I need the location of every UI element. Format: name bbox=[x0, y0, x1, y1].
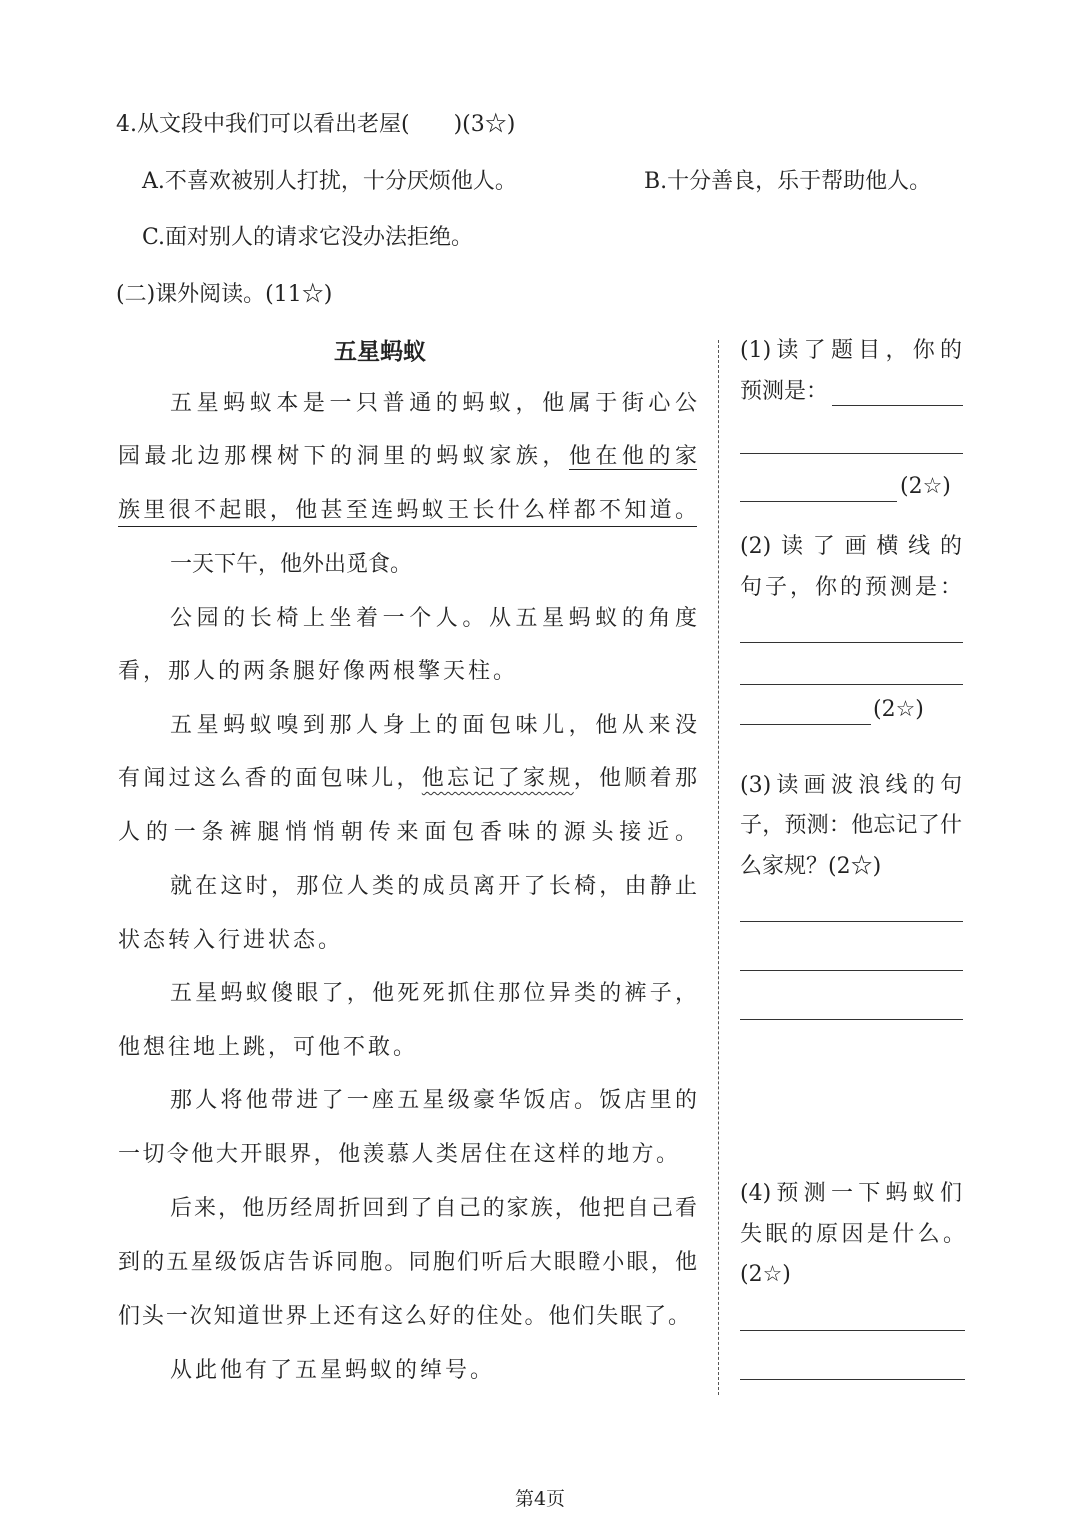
story-line: 一切令他大开眼界，他羡慕人类居住在这样的地方。 bbox=[118, 1142, 678, 1167]
story-line: 后来，他历经周折回到了自己的家族，他把自己看 bbox=[170, 1196, 697, 1221]
story-title: 五星蚂蚁 bbox=[334, 339, 426, 365]
story-line: 到的五星级饭店告诉同胞。同胞们听后大眼瞪小眼，他 bbox=[118, 1250, 697, 1275]
answer-blank[interactable] bbox=[740, 642, 963, 643]
option-c: C.面对别人的请求它没办法拒绝。 bbox=[142, 225, 474, 250]
page-number: 第4页 bbox=[514, 1488, 566, 1510]
story-line: 五星蚂蚁嗅到那人身上的面包味儿，他从来没 bbox=[170, 713, 697, 738]
score-label: (2☆) bbox=[900, 474, 951, 499]
story-line: 们头一次知道世界上还有这么好的住处。他们失眠了。 bbox=[118, 1304, 690, 1329]
story-line bbox=[118, 442, 697, 472]
side-question-3: 么家规？(2☆) bbox=[740, 854, 882, 879]
section-heading: (二)课外阅读。(11☆) bbox=[116, 282, 333, 307]
option-b: B.十分善良，乐于帮助他人。 bbox=[644, 169, 932, 194]
story-line: 公园的长椅上坐着一个人。从五星蚂蚁的角度 bbox=[170, 606, 697, 631]
underlined-sentence: 族里很不起眼，他甚至连蚂蚁王长什么样都不知道。 bbox=[118, 496, 697, 527]
story-line bbox=[118, 764, 697, 794]
side-question-3: (3)读画波浪线的句 bbox=[740, 773, 962, 798]
answer-blank[interactable] bbox=[740, 684, 963, 685]
story-line: 状态转入行进状态。 bbox=[118, 928, 344, 953]
story-line: 从此他有了五星蚂蚁的绰号。 bbox=[170, 1358, 496, 1383]
story-line: 看，那人的两条腿好像两根擎天柱。 bbox=[118, 659, 519, 684]
score-label: (2☆) bbox=[873, 697, 924, 722]
answer-blank[interactable] bbox=[740, 724, 871, 725]
story-line: 五星蚂蚁本是一只普通的蚂蚁，他属于街心公 bbox=[170, 391, 697, 416]
side-question-2: (2)读了画横线的 bbox=[740, 534, 962, 559]
dashed-divider bbox=[718, 340, 719, 1395]
story-line: 五星蚂蚁傻眼了，他死死抓住那位异类的裤子， bbox=[170, 981, 697, 1006]
answer-blank[interactable] bbox=[740, 1019, 963, 1020]
story-text: ，他顺着那 bbox=[573, 766, 697, 791]
answer-blank[interactable] bbox=[832, 405, 963, 406]
option-a: A.不喜欢被别人打扰，十分厌烦他人。 bbox=[142, 169, 517, 194]
answer-blank[interactable] bbox=[740, 921, 963, 922]
story-line: 一天下午，他外出觅食。 bbox=[170, 552, 413, 577]
story-line: 就在这时，那位人类的成员离开了长椅，由静止 bbox=[170, 874, 697, 899]
story-line: 他想往地上跳，可他不敢。 bbox=[118, 1035, 419, 1060]
side-question-1: 预测是： bbox=[740, 379, 829, 404]
underlined-sentence: 他在他的家 bbox=[568, 444, 697, 469]
answer-blank[interactable] bbox=[740, 1330, 965, 1331]
wavy-underlined-sentence: 他忘记了家规 bbox=[421, 766, 574, 791]
question-4-stem: 4.从文段中我们可以看出老屋( )(3☆) bbox=[116, 112, 516, 137]
side-question-4: 失眠的原因是什么。 bbox=[740, 1222, 965, 1247]
story-text: 园最北边那棵树下的洞里的蚂蚁家族， bbox=[118, 444, 569, 469]
side-question-1: (1)读了题目，你的 bbox=[740, 338, 962, 363]
answer-blank[interactable] bbox=[740, 970, 963, 971]
story-text: 有闻过这么香的面包味儿， bbox=[118, 766, 422, 791]
side-question-2: 句子，你的预测是： bbox=[740, 575, 962, 600]
answer-blank[interactable] bbox=[740, 501, 897, 502]
story-line: 人的一条裤腿悄悄朝传来面包香味的源头接近。 bbox=[118, 820, 697, 845]
side-question-3: 子，预测：他忘记了什 bbox=[740, 813, 962, 838]
answer-blank[interactable] bbox=[740, 1379, 965, 1380]
score-label: (2☆) bbox=[740, 1262, 791, 1287]
answer-blank[interactable] bbox=[740, 453, 963, 454]
story-line: 那人将他带进了一座五星级豪华饭店。饭店里的 bbox=[170, 1088, 697, 1113]
side-question-4: (4)预测一下蚂蚁们 bbox=[740, 1181, 962, 1206]
